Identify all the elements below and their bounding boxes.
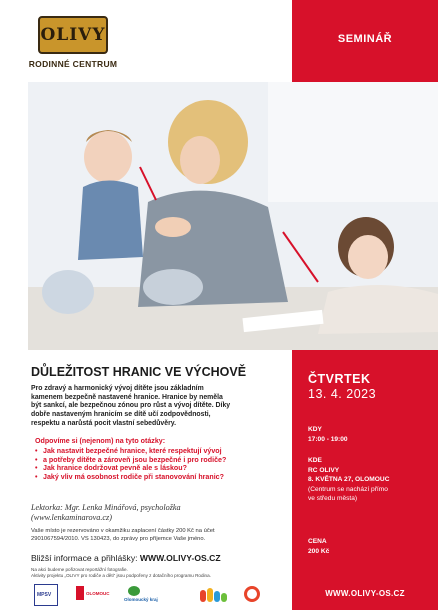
intro-paragraph bbox=[31, 385, 279, 429]
hero-photo bbox=[28, 82, 438, 350]
reservation-line: 2901067594/2010. VS 130423, do zprávy pro příjemce Vaše jméno. bbox=[31, 535, 206, 542]
lector-info bbox=[31, 503, 281, 523]
olomouc-emblem bbox=[76, 586, 84, 600]
question-item: • a potřeby dítěte a zároveň jsou bezpečné i pro rodiče? bbox=[35, 456, 285, 465]
questions-list bbox=[35, 447, 285, 481]
place-note: (Centrum se nachází přímo bbox=[308, 486, 388, 493]
logo-badge bbox=[38, 16, 108, 54]
intro-line: kamenem bezpečně nastavené hranice. Hranice by neměla bbox=[31, 393, 223, 401]
info-url[interactable]: WWW.OLIVY-OS.CZ bbox=[139, 553, 221, 563]
time-value: 17:00 - 19:00 bbox=[308, 436, 348, 443]
event-type-label: SEMINÁŘ bbox=[337, 33, 393, 45]
info-label: Bližší informace a přihlášky: bbox=[31, 553, 138, 563]
time-label: KDY bbox=[308, 426, 322, 433]
footer-url[interactable]: WWW.OLIVY-OS.CZ bbox=[325, 589, 405, 598]
place-address: 8. KVĚTNA 27, OLOMOUC bbox=[308, 476, 390, 483]
question-item: • Jak hranice dodržovat pevně ale s láskou? bbox=[35, 464, 285, 473]
logo-text: OLIVY bbox=[40, 25, 106, 45]
logo-subtitle: RODINNÉ CENTRUM bbox=[28, 59, 118, 69]
footnote-line: Na akci budeme pořizovat reportážní fotografie. bbox=[31, 567, 128, 572]
info-line bbox=[31, 553, 291, 563]
question-item: • Jaký vliv má osobnost rodiče při stanovování hranic? bbox=[35, 473, 285, 482]
questions-heading: Odpovíme si (nejenom) na tyto otázky: bbox=[35, 437, 166, 445]
event-day: ČTVRTEK bbox=[308, 372, 371, 386]
seminar-title: DŮLEŽITOST HRANIC VE VÝCHOVĚ bbox=[31, 365, 247, 379]
kraj-emblem bbox=[128, 586, 140, 596]
lector-website: (www.lenkaminarova.cz) bbox=[31, 513, 112, 522]
header-red-block bbox=[292, 0, 438, 82]
olomoucky-kraj-logo: Olomoucký kraj bbox=[124, 584, 174, 604]
price-label: CENA bbox=[308, 538, 327, 545]
mpsv-logo: MPSV bbox=[34, 584, 58, 606]
olomouc-logo: OLOMOUC bbox=[76, 584, 112, 604]
sponsor-logos bbox=[28, 578, 292, 610]
footer-red-block bbox=[292, 578, 438, 610]
price-value: 200 Kč bbox=[308, 548, 330, 555]
olivy-logo bbox=[28, 12, 118, 78]
place-label: KDE bbox=[308, 457, 322, 464]
footnote-line: Aktivity projektu „OLIVY pro rodiče a děti“ jsou podpořeny z dotačního programu Rodina. bbox=[31, 572, 211, 578]
family-illustration bbox=[28, 82, 438, 350]
lector-name: Lektorka: Mgr. Lenka Minářová, psycholožka bbox=[31, 503, 181, 512]
place-name: RC OLIVY bbox=[308, 467, 340, 474]
event-date: 13. 4. 2023 bbox=[308, 387, 377, 401]
family-figures-logo bbox=[200, 584, 228, 604]
intro-line: dobře nastaveným hranicím se dítě učí zodpovědnosti, bbox=[31, 411, 211, 419]
place-note: ve středu města) bbox=[308, 495, 358, 502]
intro-line: být sankcí, ale bezpečnou zónou pro růst a vývoj dítěte. Díky bbox=[31, 402, 231, 410]
intro-line: Pro zdravý a harmonický vývoj dítěte jsou základním bbox=[31, 385, 204, 392]
intro-line: respektu a narůstá pocit vlastní sebedůvěry. bbox=[31, 419, 177, 427]
circle-logo bbox=[242, 584, 262, 604]
footnote bbox=[31, 567, 281, 579]
question-item: • Jak nastavit bezpečné hranice, které respektují vývoj bbox=[35, 447, 285, 456]
reservation-line: Vaše místo je rezervováno v okamžiku zaplacení částky 200 Kč na účet bbox=[31, 528, 215, 534]
reservation-info bbox=[31, 528, 281, 543]
